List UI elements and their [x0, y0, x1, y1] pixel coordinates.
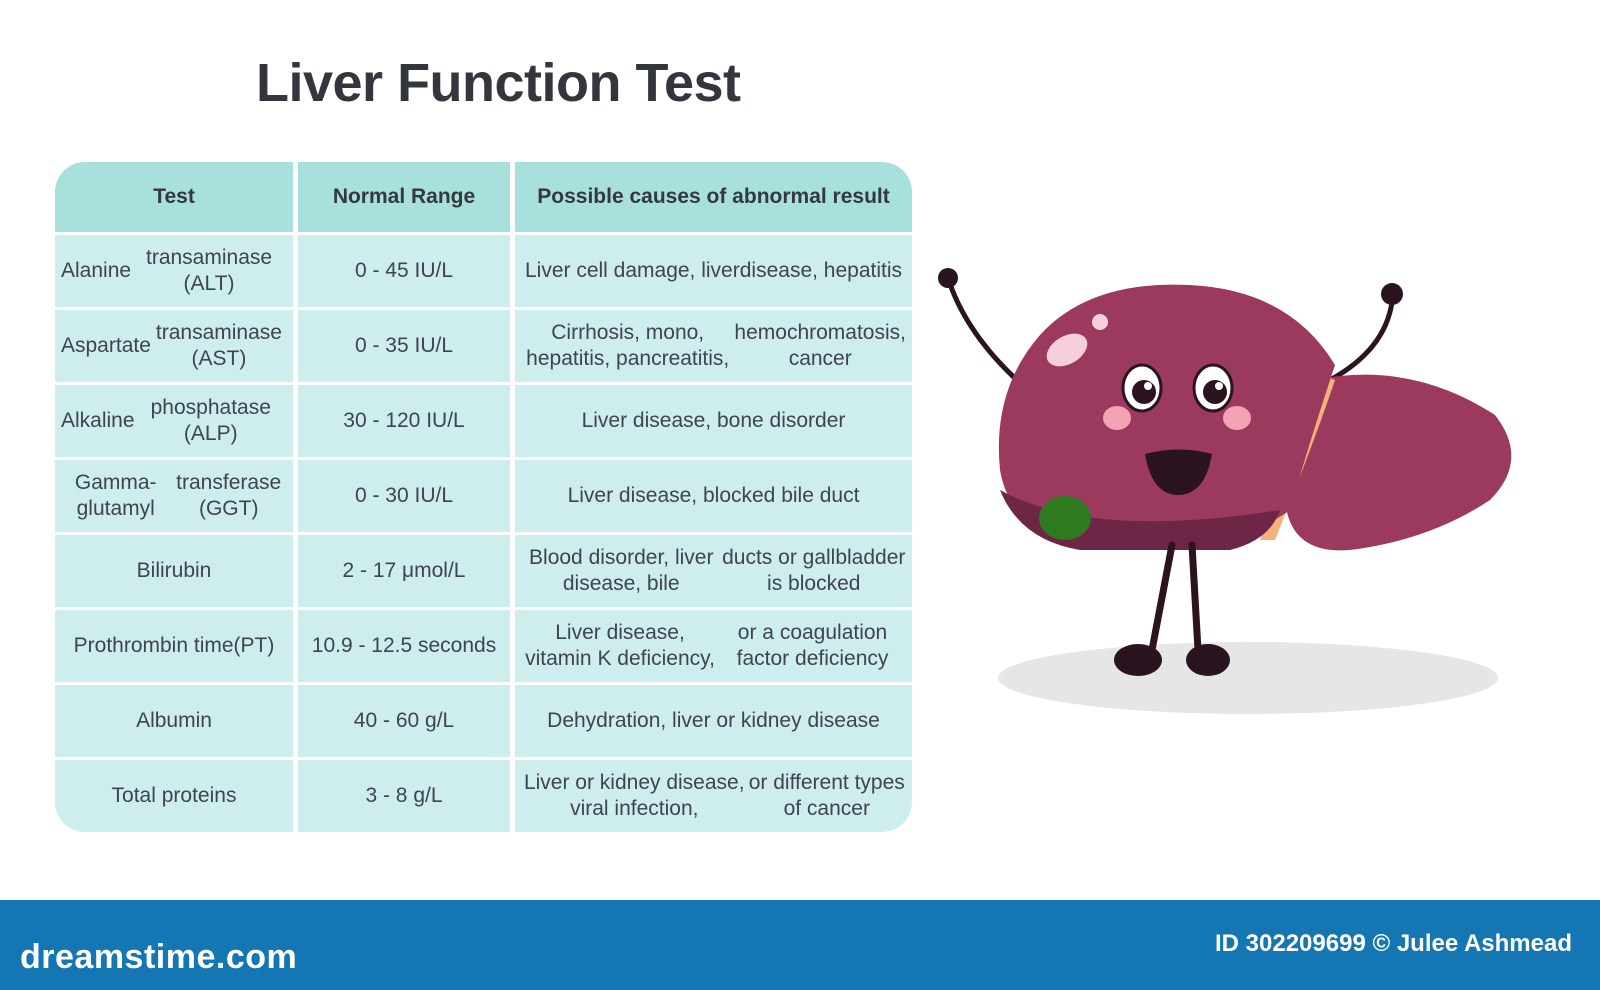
liver-mascot-icon — [930, 240, 1530, 720]
table-cell-range: 30 - 120 IU/L — [298, 385, 510, 457]
cell-line: transferase (GGT) — [176, 471, 282, 520]
left-cheek — [1103, 406, 1131, 430]
cell-line: or different types of cancer — [748, 771, 905, 820]
cell-line: Liver disease, vitamin K deficiency, — [525, 621, 715, 670]
table-cell-test — [55, 385, 293, 457]
table-header-cell: Possible causes of abnormal result — [515, 162, 912, 232]
cell-line: Bilirubin — [136, 559, 212, 582]
cell-line: Albumin — [136, 709, 212, 732]
brand-logo[interactable]: dreamstime.com — [20, 938, 298, 976]
image-credit: ID 302209699 © Julee Ashmead — [1215, 930, 1572, 957]
right-hand — [1381, 283, 1403, 305]
table-cell-test — [55, 760, 293, 832]
cell-line: hemochromatosis, cancer — [734, 321, 906, 370]
gallbladder — [1039, 496, 1091, 540]
cell-line: disease, hepatitis — [739, 259, 903, 282]
liver-function-table — [55, 162, 912, 832]
ground-shadow — [998, 642, 1498, 714]
table-header-cell: Normal Range — [298, 162, 510, 232]
right-pupil — [1203, 380, 1227, 404]
cell-line: Total proteins — [111, 784, 237, 807]
table-cell-range: 0 - 30 IU/L — [298, 460, 510, 532]
table-cell-range: 40 - 60 g/L — [298, 685, 510, 757]
cell-line: Cirrhosis, mono, hepatitis, pancreatitis, — [526, 321, 730, 370]
right-cheek — [1223, 406, 1251, 430]
footer-bar — [0, 900, 1600, 990]
table-cell-test — [55, 535, 293, 607]
table-cell-causes — [515, 310, 912, 382]
cell-line: transaminase (AST) — [155, 321, 282, 370]
cell-line: Liver disease, blocked bile duct — [567, 484, 860, 507]
table-cell-range: 3 - 8 g/L — [298, 760, 510, 832]
table-cell-causes — [515, 460, 912, 532]
table-cell-range: 10.9 - 12.5 seconds — [298, 610, 510, 682]
cell-line: Dehydration, liver or kidney disease — [547, 709, 880, 732]
table-cell-range: 2 - 17 μmol/L — [298, 535, 510, 607]
cell-line: phosphatase (ALP) — [150, 396, 271, 445]
cell-line: Blood disorder, liver disease, bile — [529, 546, 714, 595]
left-eye-glint — [1144, 382, 1152, 390]
cell-line: ducts or gallbladder is blocked — [722, 546, 906, 595]
cell-line: Liver or kidney disease, viral infection, — [523, 771, 745, 820]
left-pupil — [1132, 380, 1156, 404]
table-cell-causes — [515, 610, 912, 682]
table-cell-causes — [515, 685, 912, 757]
cell-line: Liver cell damage, liver — [524, 259, 740, 282]
left-hand — [938, 268, 958, 288]
right-foot — [1186, 644, 1230, 676]
table-cell-causes — [515, 535, 912, 607]
table-cell-range: 0 - 35 IU/L — [298, 310, 510, 382]
cell-line: Aspartate — [61, 334, 151, 357]
table-cell-causes — [515, 760, 912, 832]
shine-small — [1092, 314, 1108, 330]
right-eye-glint — [1215, 382, 1223, 390]
table-cell-causes — [515, 385, 912, 457]
right-arm — [1330, 302, 1392, 380]
right-leg — [1192, 545, 1198, 650]
cell-line: Liver disease, bone disorder — [581, 409, 846, 432]
table-cell-test — [55, 460, 293, 532]
table-cell-test — [55, 685, 293, 757]
cell-line: Prothrombin time — [73, 634, 234, 657]
table-cell-test — [55, 235, 293, 307]
cell-line: Alkaline — [61, 409, 135, 432]
cell-line: or a coagulation factor deficiency — [736, 621, 889, 670]
cell-line: transaminase (ALT) — [146, 246, 273, 295]
table-cell-causes — [515, 235, 912, 307]
cell-line: Gamma-glutamyl — [74, 471, 157, 520]
table-cell-test — [55, 610, 293, 682]
cell-line: Alanine — [61, 259, 132, 282]
cell-line: (PT) — [233, 634, 275, 657]
left-foot — [1114, 644, 1162, 676]
page-title: Liver Function Test — [256, 53, 741, 113]
left-leg — [1152, 545, 1172, 650]
table-cell-test — [55, 310, 293, 382]
table-cell-range: 0 - 45 IU/L — [298, 235, 510, 307]
table-header-cell: Test — [55, 162, 293, 232]
